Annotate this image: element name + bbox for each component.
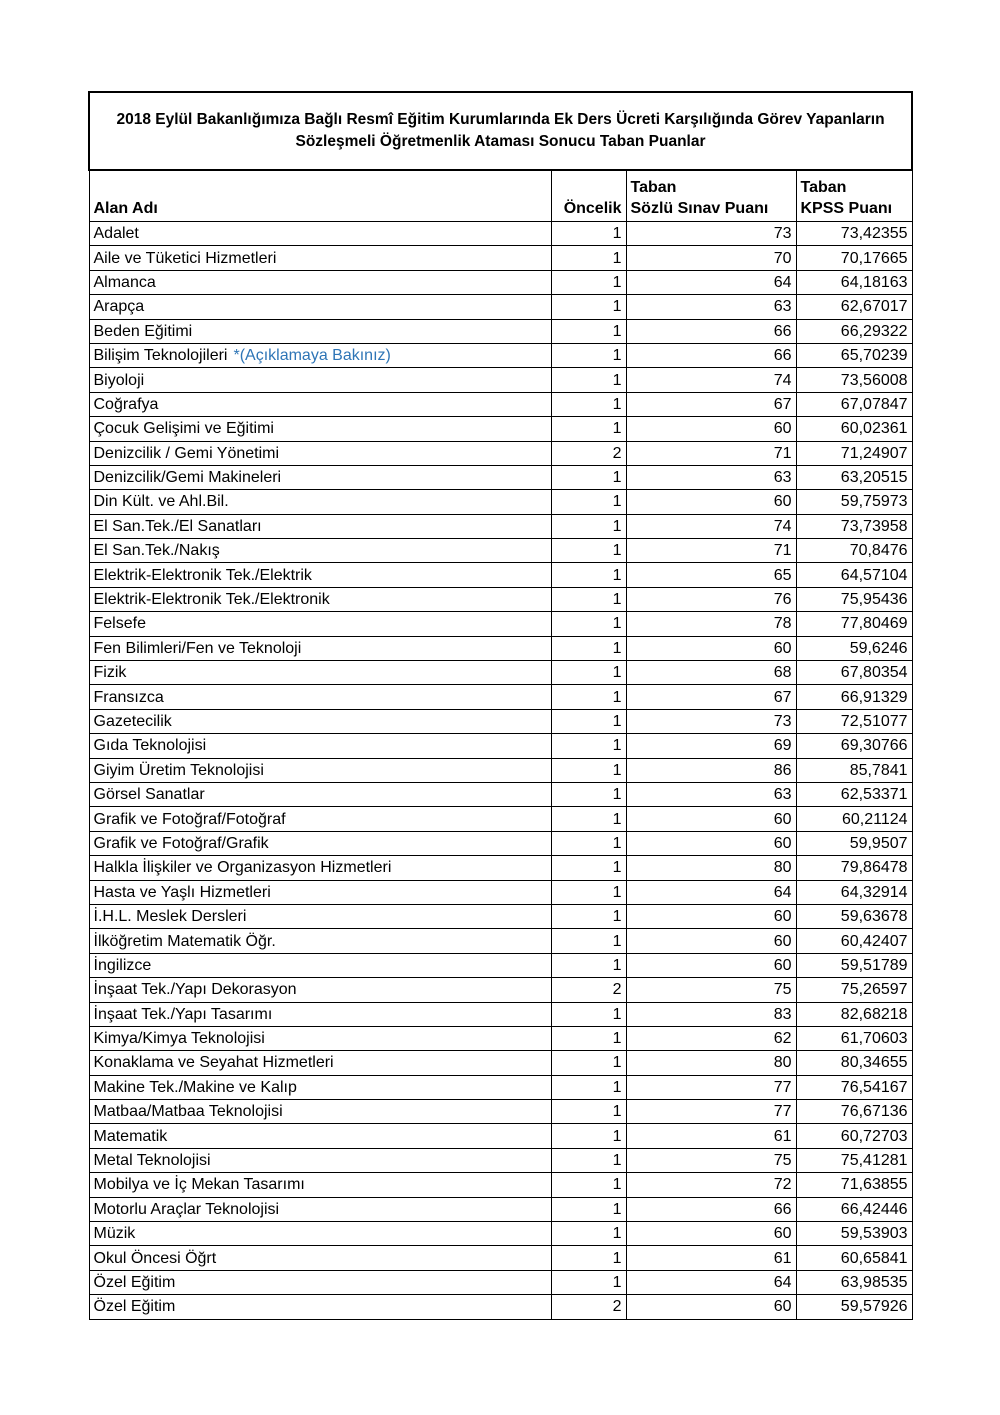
cell-sozlu: 69	[626, 734, 796, 758]
cell-oncelik: 1	[551, 709, 626, 733]
cell-oncelik: 2	[551, 978, 626, 1002]
cell-oncelik: 1	[551, 1148, 626, 1172]
cell-alan-adi	[89, 734, 551, 758]
cell-alan-adi	[89, 880, 551, 904]
cell-sozlu: 64	[626, 880, 796, 904]
table-body	[89, 222, 912, 1320]
alan-adi-text: İnşaat Tek./Yapı Tasarımı	[93, 1005, 273, 1023]
table-row	[89, 392, 912, 416]
table-row	[89, 539, 912, 563]
cell-oncelik: 1	[551, 368, 626, 392]
cell-sozlu: 60	[626, 1295, 796, 1319]
table-row	[89, 734, 912, 758]
cell-kpss: 75,41281	[796, 1148, 912, 1172]
cell-alan-adi	[89, 1026, 551, 1050]
cell-oncelik: 1	[551, 782, 626, 806]
alan-adi-text: İnşaat Tek./Yapı Dekorasyon	[93, 981, 297, 999]
cell-alan-adi	[89, 1197, 551, 1221]
table-row	[89, 831, 912, 855]
table-row	[89, 1002, 912, 1026]
cell-sozlu: 71	[626, 441, 796, 465]
alan-adi-text: Felsefe	[93, 615, 146, 633]
alan-adi-text: Hasta ve Yaşlı Hizmetleri	[93, 883, 271, 901]
score-table-sheet	[88, 91, 911, 1320]
cell-kpss: 59,6246	[796, 636, 912, 660]
cell-kpss: 64,18163	[796, 270, 912, 294]
table-row	[89, 978, 912, 1002]
cell-kpss: 76,54167	[796, 1075, 912, 1099]
alan-adi-text: Motorlu Araçlar Teknolojisi	[93, 1200, 280, 1218]
cell-alan-adi	[89, 1100, 551, 1124]
alan-adi-text: Beden Eğitimi	[93, 322, 193, 340]
cell-kpss: 73,73958	[796, 514, 912, 538]
table-row	[89, 368, 912, 392]
cell-kpss: 67,07847	[796, 392, 912, 416]
alan-adi-text: Müzik	[93, 1225, 136, 1243]
cell-sozlu: 74	[626, 514, 796, 538]
alan-adi-text: Arapça	[93, 298, 145, 316]
cell-oncelik: 1	[551, 417, 626, 441]
cell-alan-adi	[89, 417, 551, 441]
cell-sozlu: 68	[626, 661, 796, 685]
cell-oncelik: 1	[551, 929, 626, 953]
cell-kpss: 61,70603	[796, 1026, 912, 1050]
cell-oncelik: 1	[551, 246, 626, 270]
table-row	[89, 1222, 912, 1246]
cell-kpss: 59,75973	[796, 490, 912, 514]
alan-adi-text: Fransızca	[93, 688, 164, 706]
cell-kpss: 59,53903	[796, 1222, 912, 1246]
cell-alan-adi	[89, 685, 551, 709]
cell-alan-adi	[89, 612, 551, 636]
table-row	[89, 880, 912, 904]
header-alan-adi: Alan Adı	[89, 170, 551, 222]
cell-kpss: 63,20515	[796, 465, 912, 489]
alan-adi-text: İlköğretim Matematik Öğr.	[93, 932, 276, 950]
cell-alan-adi	[89, 1270, 551, 1294]
cell-oncelik: 1	[551, 734, 626, 758]
cell-sozlu: 76	[626, 587, 796, 611]
cell-oncelik: 1	[551, 539, 626, 563]
cell-kpss: 79,86478	[796, 856, 912, 880]
cell-sozlu: 67	[626, 685, 796, 709]
cell-sozlu: 64	[626, 1270, 796, 1294]
cell-alan-adi	[89, 270, 551, 294]
table-row	[89, 465, 912, 489]
cell-sozlu: 60	[626, 904, 796, 928]
cell-alan-adi	[89, 904, 551, 928]
cell-sozlu: 73	[626, 222, 796, 246]
cell-oncelik: 1	[551, 222, 626, 246]
table-row	[89, 807, 912, 831]
cell-kpss: 80,34655	[796, 1051, 912, 1075]
note-link[interactable]: *(Açıklamaya Bakınız)	[233, 347, 391, 365]
cell-alan-adi	[89, 465, 551, 489]
cell-oncelik: 1	[551, 343, 626, 367]
cell-kpss: 64,57104	[796, 563, 912, 587]
cell-kpss: 59,57926	[796, 1295, 912, 1319]
cell-alan-adi	[89, 1002, 551, 1026]
table-row	[89, 782, 912, 806]
cell-alan-adi	[89, 1295, 551, 1319]
table-row	[89, 587, 912, 611]
cell-kpss: 71,63855	[796, 1173, 912, 1197]
alan-adi-text: Görsel Sanatlar	[93, 786, 205, 804]
header-kpss	[796, 170, 912, 222]
alan-adi-text: Okul Öncesi Öğrt	[93, 1249, 217, 1267]
cell-oncelik: 1	[551, 1100, 626, 1124]
table-row	[89, 1246, 912, 1270]
table-row	[89, 1051, 912, 1075]
cell-alan-adi	[89, 758, 551, 782]
cell-alan-adi	[89, 636, 551, 660]
cell-sozlu: 74	[626, 368, 796, 392]
cell-sozlu: 60	[626, 490, 796, 514]
cell-alan-adi	[89, 514, 551, 538]
cell-kpss: 63,98535	[796, 1270, 912, 1294]
cell-oncelik: 1	[551, 295, 626, 319]
cell-sozlu: 66	[626, 343, 796, 367]
cell-kpss: 69,30766	[796, 734, 912, 758]
cell-sozlu: 61	[626, 1124, 796, 1148]
cell-sozlu: 67	[626, 392, 796, 416]
alan-adi-text: İngilizce	[93, 956, 152, 974]
header-row	[89, 170, 912, 222]
score-table	[88, 91, 913, 1320]
table-row	[89, 1026, 912, 1050]
alan-adi-text: Matbaa/Matbaa Teknolojisi	[93, 1103, 283, 1121]
cell-sozlu: 63	[626, 782, 796, 806]
cell-oncelik: 1	[551, 465, 626, 489]
alan-adi-text: İ.H.L. Meslek Dersleri	[93, 908, 247, 926]
table-row	[89, 1148, 912, 1172]
cell-sozlu: 60	[626, 807, 796, 831]
document-title: 2018 Eylül Bakanlığımıza Bağlı Resmî Eğitim Kurumlarında Ek Ders Ücreti Karşılığında Görev Yapanların Sözleşmeli Öğretmenlik Ataması Sonucu Taban Puanlar	[89, 92, 912, 170]
cell-oncelik: 2	[551, 1295, 626, 1319]
cell-alan-adi	[89, 1222, 551, 1246]
table-row	[89, 953, 912, 977]
cell-oncelik: 1	[551, 514, 626, 538]
cell-kpss: 76,67136	[796, 1100, 912, 1124]
table-row	[89, 636, 912, 660]
cell-oncelik: 1	[551, 392, 626, 416]
cell-kpss: 59,51789	[796, 953, 912, 977]
cell-kpss: 60,02361	[796, 417, 912, 441]
cell-sozlu: 75	[626, 978, 796, 1002]
cell-alan-adi	[89, 856, 551, 880]
cell-oncelik: 1	[551, 661, 626, 685]
cell-oncelik: 1	[551, 636, 626, 660]
table-row	[89, 709, 912, 733]
table-row	[89, 1197, 912, 1221]
cell-kpss: 75,95436	[796, 587, 912, 611]
cell-sozlu: 83	[626, 1002, 796, 1026]
cell-alan-adi	[89, 831, 551, 855]
alan-adi-text: Biyoloji	[93, 371, 145, 389]
cell-sozlu: 80	[626, 1051, 796, 1075]
cell-sozlu: 60	[626, 831, 796, 855]
cell-sozlu: 62	[626, 1026, 796, 1050]
cell-oncelik: 1	[551, 953, 626, 977]
cell-oncelik: 1	[551, 563, 626, 587]
alan-adi-text: Fizik	[93, 664, 127, 682]
cell-sozlu: 60	[626, 929, 796, 953]
cell-alan-adi	[89, 295, 551, 319]
cell-sozlu: 60	[626, 953, 796, 977]
table-row	[89, 319, 912, 343]
cell-alan-adi	[89, 368, 551, 392]
cell-oncelik: 1	[551, 758, 626, 782]
table-row	[89, 1100, 912, 1124]
table-row	[89, 343, 912, 367]
header-oncelik: Öncelik	[551, 170, 626, 222]
cell-oncelik: 1	[551, 1222, 626, 1246]
cell-oncelik: 1	[551, 1246, 626, 1270]
table-row	[89, 1173, 912, 1197]
alan-adi-text: Din Kült. ve Ahl.Bil.	[93, 493, 229, 511]
cell-sozlu: 66	[626, 1197, 796, 1221]
alan-adi-text: Konaklama ve Seyahat Hizmetleri	[93, 1054, 334, 1072]
table-row	[89, 295, 912, 319]
cell-sozlu: 63	[626, 295, 796, 319]
cell-sozlu: 72	[626, 1173, 796, 1197]
cell-kpss: 62,53371	[796, 782, 912, 806]
header-kpss-line1: Taban	[800, 179, 847, 196]
cell-oncelik: 1	[551, 1002, 626, 1026]
table-row	[89, 612, 912, 636]
table-row	[89, 563, 912, 587]
cell-alan-adi	[89, 441, 551, 465]
cell-kpss: 77,80469	[796, 612, 912, 636]
cell-oncelik: 1	[551, 1124, 626, 1148]
cell-kpss: 67,80354	[796, 661, 912, 685]
cell-alan-adi	[89, 587, 551, 611]
cell-sozlu: 60	[626, 1222, 796, 1246]
alan-adi-text: Elektrik-Elektronik Tek./Elektrik	[93, 566, 312, 584]
cell-oncelik: 2	[551, 441, 626, 465]
table-row	[89, 1270, 912, 1294]
table-row	[89, 490, 912, 514]
cell-oncelik: 1	[551, 587, 626, 611]
alan-adi-text: Metal Teknolojisi	[93, 1152, 211, 1170]
cell-sozlu: 63	[626, 465, 796, 489]
cell-kpss: 73,56008	[796, 368, 912, 392]
cell-alan-adi	[89, 246, 551, 270]
cell-oncelik: 1	[551, 831, 626, 855]
cell-kpss: 60,65841	[796, 1246, 912, 1270]
cell-kpss: 66,42446	[796, 1197, 912, 1221]
cell-kpss: 73,42355	[796, 222, 912, 246]
alan-adi-text: Denizcilik/Gemi Makineleri	[93, 469, 282, 487]
alan-adi-text: Matematik	[93, 1127, 168, 1145]
cell-oncelik: 1	[551, 856, 626, 880]
alan-adi-text: Fen Bilimleri/Fen ve Teknoloji	[93, 639, 302, 657]
alan-adi-text: Gıda Teknolojisi	[93, 737, 207, 755]
cell-alan-adi	[89, 709, 551, 733]
cell-sozlu: 77	[626, 1100, 796, 1124]
cell-sozlu: 71	[626, 539, 796, 563]
table-row	[89, 1075, 912, 1099]
alan-adi-text: Almanca	[93, 273, 156, 291]
table-row	[89, 661, 912, 685]
table-row	[89, 904, 912, 928]
alan-adi-text: Adalet	[93, 225, 139, 243]
cell-oncelik: 1	[551, 807, 626, 831]
cell-oncelik: 1	[551, 1270, 626, 1294]
alan-adi-text: Özel Eğitim	[93, 1298, 176, 1316]
table-row	[89, 441, 912, 465]
cell-oncelik: 1	[551, 1026, 626, 1050]
cell-alan-adi	[89, 1051, 551, 1075]
cell-kpss: 62,67017	[796, 295, 912, 319]
alan-adi-text: Mobilya ve İç Mekan Tasarımı	[93, 1176, 305, 1194]
cell-sozlu: 73	[626, 709, 796, 733]
cell-sozlu: 75	[626, 1148, 796, 1172]
table-row	[89, 514, 912, 538]
header-sozlu	[626, 170, 796, 222]
cell-kpss: 60,21124	[796, 807, 912, 831]
cell-alan-adi	[89, 1124, 551, 1148]
cell-oncelik: 1	[551, 270, 626, 294]
table-row	[89, 929, 912, 953]
cell-alan-adi	[89, 807, 551, 831]
cell-oncelik: 1	[551, 904, 626, 928]
alan-adi-text: Özel Eğitim	[93, 1273, 176, 1291]
cell-sozlu: 70	[626, 246, 796, 270]
cell-kpss: 70,17665	[796, 246, 912, 270]
cell-sozlu: 80	[626, 856, 796, 880]
alan-adi-text: Kimya/Kimya Teknolojisi	[93, 1030, 265, 1048]
cell-kpss: 65,70239	[796, 343, 912, 367]
alan-adi-text: Aile ve Tüketici Hizmetleri	[93, 249, 277, 267]
cell-oncelik: 1	[551, 490, 626, 514]
cell-alan-adi	[89, 1246, 551, 1270]
cell-kpss: 66,91329	[796, 685, 912, 709]
alan-adi-text: Bilişim Teknolojileri	[93, 347, 228, 365]
cell-alan-adi	[89, 319, 551, 343]
cell-sozlu: 60	[626, 636, 796, 660]
cell-sozlu: 66	[626, 319, 796, 343]
cell-kpss: 59,9507	[796, 831, 912, 855]
alan-adi-text: Grafik ve Fotoğraf/Grafik	[93, 834, 269, 852]
cell-alan-adi	[89, 539, 551, 563]
cell-alan-adi	[89, 661, 551, 685]
table-row	[89, 1295, 912, 1319]
table-row	[89, 856, 912, 880]
cell-alan-adi	[89, 782, 551, 806]
table-row	[89, 1124, 912, 1148]
cell-alan-adi	[89, 1148, 551, 1172]
cell-kpss: 59,63678	[796, 904, 912, 928]
cell-sozlu: 78	[626, 612, 796, 636]
cell-alan-adi	[89, 392, 551, 416]
header-kpss-line2: KPSS Puanı	[800, 200, 893, 217]
cell-kpss: 82,68218	[796, 1002, 912, 1026]
table-row	[89, 758, 912, 782]
alan-adi-text: Makine Tek./Makine ve Kalıp	[93, 1078, 297, 1096]
cell-oncelik: 1	[551, 612, 626, 636]
cell-alan-adi	[89, 929, 551, 953]
cell-oncelik: 1	[551, 319, 626, 343]
alan-adi-text: El San.Tek./Nakış	[93, 542, 220, 560]
cell-alan-adi	[89, 978, 551, 1002]
alan-adi-text: Giyim Üretim Teknolojisi	[93, 761, 264, 779]
cell-alan-adi	[89, 953, 551, 977]
cell-kpss: 71,24907	[796, 441, 912, 465]
cell-oncelik: 1	[551, 1051, 626, 1075]
cell-sozlu: 60	[626, 417, 796, 441]
header-sozlu-line2: Sözlü Sınav Puanı	[630, 200, 769, 217]
cell-sozlu: 86	[626, 758, 796, 782]
header-sozlu-line1: Taban	[630, 179, 677, 196]
table-row	[89, 222, 912, 246]
alan-adi-text: Elektrik-Elektronik Tek./Elektronik	[93, 591, 330, 609]
cell-oncelik: 1	[551, 880, 626, 904]
cell-oncelik: 1	[551, 685, 626, 709]
alan-adi-text: Halkla İlişkiler ve Organizasyon Hizmetleri	[93, 859, 392, 877]
alan-adi-text: Grafik ve Fotoğraf/Fotoğraf	[93, 810, 286, 828]
cell-kpss: 66,29322	[796, 319, 912, 343]
cell-kpss: 60,72703	[796, 1124, 912, 1148]
cell-alan-adi	[89, 222, 551, 246]
cell-alan-adi	[89, 490, 551, 514]
alan-adi-text: El San.Tek./El Sanatları	[93, 517, 262, 535]
cell-oncelik: 1	[551, 1075, 626, 1099]
cell-alan-adi	[89, 1173, 551, 1197]
cell-sozlu: 61	[626, 1246, 796, 1270]
cell-alan-adi	[89, 1075, 551, 1099]
cell-kpss: 64,32914	[796, 880, 912, 904]
cell-sozlu: 65	[626, 563, 796, 587]
cell-kpss: 85,7841	[796, 758, 912, 782]
table-row	[89, 246, 912, 270]
table-row	[89, 685, 912, 709]
alan-adi-text: Gazetecilik	[93, 713, 172, 730]
cell-alan-adi	[89, 563, 551, 587]
table-row	[89, 417, 912, 441]
cell-kpss: 75,26597	[796, 978, 912, 1002]
cell-kpss: 60,42407	[796, 929, 912, 953]
alan-adi-text: Çocuk Gelişimi ve Eğitimi	[93, 420, 274, 438]
cell-sozlu: 64	[626, 270, 796, 294]
table-row	[89, 270, 912, 294]
cell-kpss: 72,51077	[796, 709, 912, 733]
alan-adi-text: Coğrafya	[93, 395, 159, 413]
cell-kpss: 70,8476	[796, 539, 912, 563]
cell-sozlu: 77	[626, 1075, 796, 1099]
cell-alan-adi	[89, 343, 551, 367]
cell-oncelik: 1	[551, 1197, 626, 1221]
cell-oncelik: 1	[551, 1173, 626, 1197]
alan-adi-text: Denizcilik / Gemi Yönetimi	[93, 444, 280, 462]
